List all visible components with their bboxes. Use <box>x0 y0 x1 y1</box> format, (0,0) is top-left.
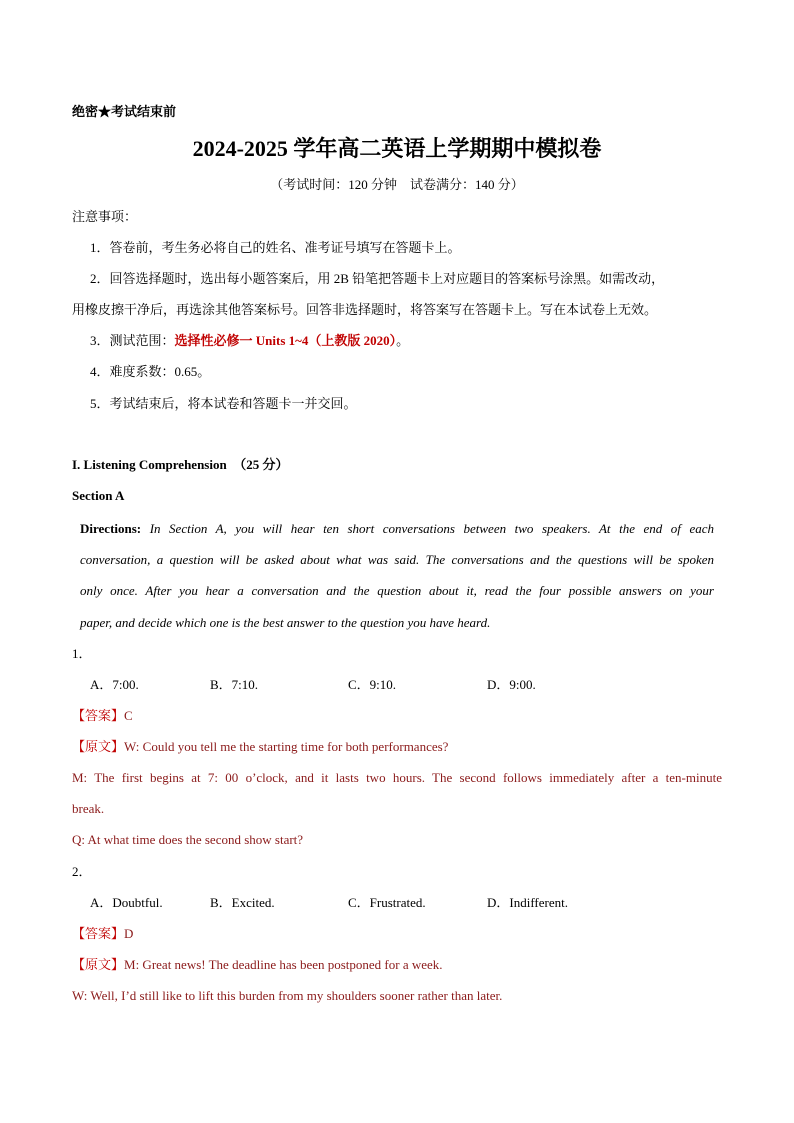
transcript-tag: 【原文】 <box>72 739 125 754</box>
directions-text-3: only once. After you hear a conversation and the question about it, read the four possible answers on your <box>80 583 714 599</box>
question-2-option-b: B．Excited. <box>210 895 275 910</box>
question-2-number: 2． <box>72 864 92 879</box>
exam-subtitle: （考试时间：120 分钟 试卷满分：140 分） <box>270 177 524 192</box>
notice-item-3-scope: 选择性必修一 Units 1~4（上教版 2020） <box>174 333 397 348</box>
notice-item-2-line-1: 2．回答选择题时，选出每小题答案后，用 2B 铅笔把答题卡上对应题目的答案标号涂黑。如需改动， <box>90 271 665 286</box>
answer-value: D <box>124 926 134 941</box>
question-1-option-c: C．9:10. <box>348 677 397 692</box>
transcript-tag: 【原文】 <box>72 957 125 972</box>
question-2-transcript-line-2: W: Well, I’d still like to lift this burden from my shoulders sooner rather than later. <box>72 988 503 1003</box>
directions-text-2: conversation, a question will be asked about what was said. The conversations and the questions will be spoken <box>80 552 714 568</box>
notice-item-3-prefix: 3．测试范围： <box>90 333 175 348</box>
directions-text-1: In Section A, you will hear ten short conversations between two speakers. At the end of each <box>149 521 715 536</box>
notice-heading: 注意事项： <box>72 209 138 224</box>
exam-title: 2024-2025 学年高二英语上学期期中模拟卷 <box>192 136 602 161</box>
notice-item-5: 5．考试结束后，将本试卷和答题卡一并交回。 <box>90 396 357 411</box>
question-2-transcript-line-1 <box>72 957 443 973</box>
directions-line-2 <box>80 544 714 575</box>
question-1-transcript-line-3: break. <box>72 801 105 816</box>
notice-item-2-line-2: 用橡皮擦干净后，再选涂其他答案标号。回答非选择题时，将答案写在答题卡上。写在本试卷上无效。 <box>72 302 658 317</box>
question-1-option-b: B．7:10. <box>210 677 259 692</box>
notice-item-1: 1．答卷前，考生务必将自己的姓名、准考证号填写在答题卡上。 <box>90 240 461 255</box>
question-1-option-a: A．7:00. <box>90 677 139 692</box>
section-title: Section A <box>72 488 125 503</box>
answer-value: C <box>124 708 133 723</box>
answer-tag: 【答案】 <box>72 708 125 723</box>
question-1-answer <box>72 708 133 724</box>
question-1-transcript-line-4: Q: At what time does the second show start? <box>72 832 304 847</box>
question-2-option-a: A．Doubtful. <box>90 895 163 910</box>
directions-text-4: paper, and decide which one is the best answer to the question you have heard. <box>80 614 491 630</box>
transcript-text: W: Could you tell me the starting time for both performances? <box>124 739 449 754</box>
question-2-option-c: C．Frustrated. <box>348 895 426 910</box>
question-1-transcript-line-1 <box>72 739 448 755</box>
notice-item-3-suffix: 。 <box>396 333 410 348</box>
directions-line-3 <box>80 575 714 606</box>
part-title: I. Listening Comprehension （25 分） <box>72 457 289 472</box>
transcript-text: M: Great news! The deadline has been postponed for a week. <box>124 957 443 972</box>
question-2-answer <box>72 926 133 942</box>
notice-item-4: 4．难度系数：0.65。 <box>90 364 211 379</box>
directions <box>80 513 714 638</box>
directions-label: Directions: <box>80 521 142 536</box>
question-2-option-d: D．Indifferent. <box>487 895 568 910</box>
question-1-option-d: D．9:00. <box>487 677 536 692</box>
answer-tag: 【答案】 <box>72 926 125 941</box>
question-1-number: 1． <box>72 646 92 661</box>
question-1-transcript-line-2: M: The first begins at 7: 00 o’clock, and it lasts two hours. The second follows immediately after a ten-minute <box>72 770 722 785</box>
secret-label: 绝密★考试结束前 <box>72 104 177 119</box>
notice-item-3 <box>90 333 409 349</box>
directions-line-1 <box>80 513 714 544</box>
directions-line-4 <box>80 607 714 638</box>
